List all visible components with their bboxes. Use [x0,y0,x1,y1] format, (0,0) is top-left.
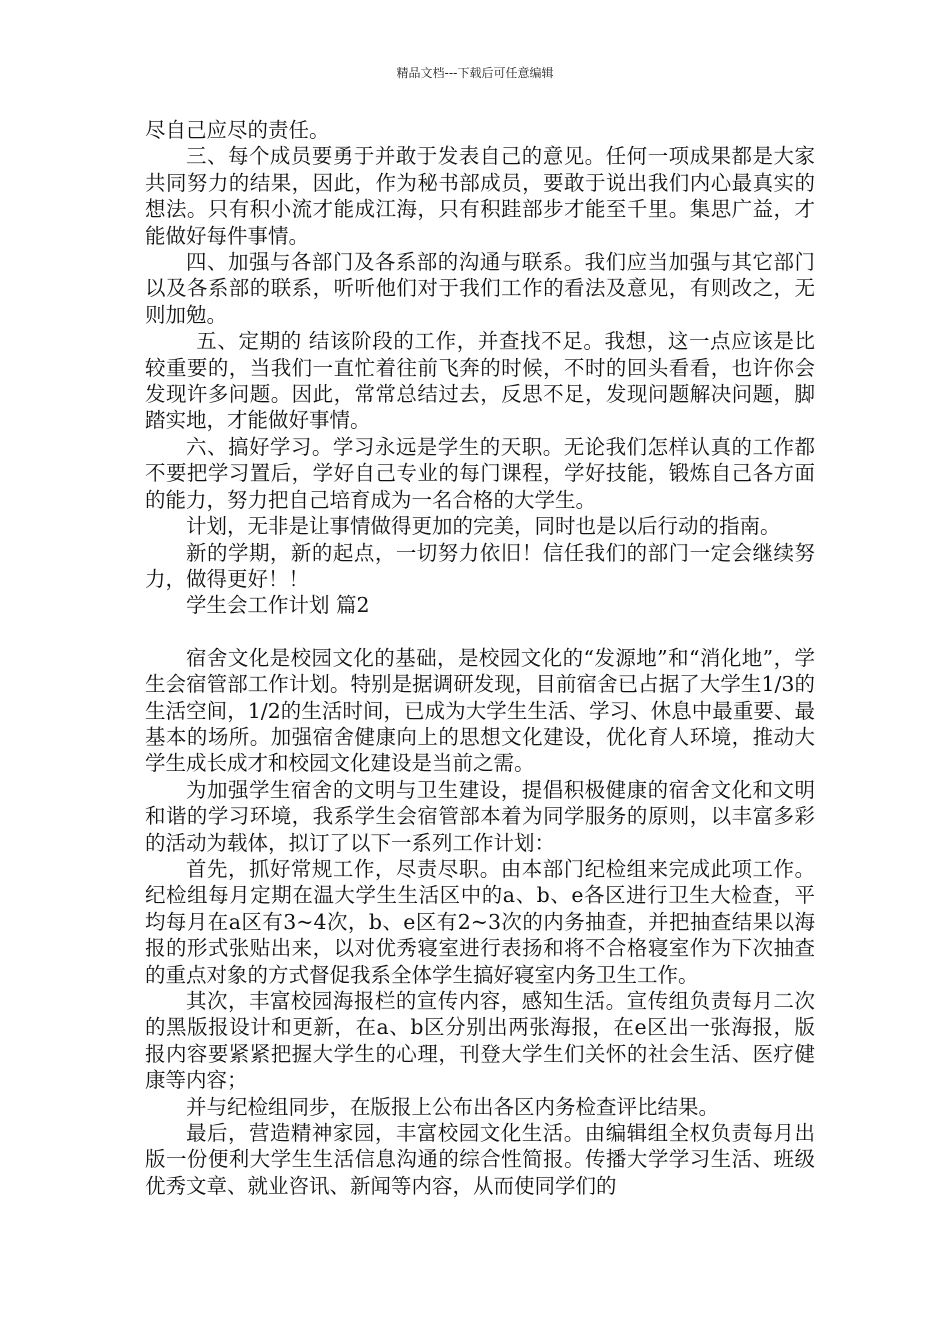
paragraph: 为加强学生宿舍的文明与卫生建设，提倡积极健康的宿舍文化和文明和谐的学习环境，我系学生会宿管部本着为同学服务的原则，以丰富多彩的活动为载体，拟订了以下一系列工作计划： [145,777,815,855]
paragraph: 其次，丰富校园海报栏的宣传内容，感知生活。宣传组负责每月二次的黑版报设计和更新，在a、b区分别出两张海报，在e区出一张海报，版报内容要紧紧把握大学生的心理，刊登大学生们关怀的社会生活、医疗健康等内容； [145,989,815,1093]
paragraph: 新的学期，新的起点，一切努力依旧！信任我们的部门一定会继续努力，做得更好！！ [145,540,815,591]
page-header: 精品文档---下载后可任意编辑 [396,66,554,80]
paragraph: 最后，营造精神家园，丰富校园文化生活。由编辑组全权负责每月出版一份便利大学生生活信息沟通的综合性简报。传播大学学习生活、班级优秀文章、就业咨讯、新闻等内容，从而使同学们的 [145,1121,815,1198]
blank-line [145,619,815,645]
section-heading: 学生会工作计划 篇2 [186,593,370,618]
paragraph: 三、每个成员要勇于并敢于发表自己的意见。任何一项成果都是大家共同努力的结果，因此，作为秘书部成员，要敢于说出我们内心最真实的想法。只有积小流才能成江海，只有积跬部步才能至千里。集思广益，才能做好每件事情。 [145,144,815,248]
paragraph: 计划，无非是让事情做得更加的完美，同时也是以后行动的指南。 [186,514,781,539]
paragraph: 并与纪检组同步，在版报上公布出各区内务检查评比结果。 [186,1094,719,1119]
paragraph: 宿舍文化是校园文化的基础，是校园文化的“发源地”和“消化地”，学生会宿管部工作计划。特别是据调研发现，目前宿舍已占据了大学生1/3的生活空间，1/2的生活时间，已成为大学生生活、学习、休息中最重要、最基本的场所。加强宿舍健康向上的思想文化建设，优化育人环境，推动大学生成长成才和校园文化建设是当前之需。 [145,645,815,776]
paragraph: 尽自己应尽的责任。 [145,118,330,142]
paragraph: 四、加强与各部门及各系部的沟通与联系。我们应当加强与其它部门以及各系部的联系，听听他们对于我们工作的看法及意见，有则改之，无则加勉。 [145,250,815,327]
paragraph: 六、搞好学习。学习永远是学生的天职。无论我们怎样认真的工作都不要把学习置后，学好自己专业的每门课程，学好技能，锻炼自己各方面的能力，努力把自己培育成为一名合格的大学生。 [145,434,815,512]
paragraph: 首先，抓好常规工作，尽责尽职。由本部门纪检组来完成此项工作。纪检组每月定期在温大学生生活区中的a、b、e各区进行卫生大检查，平均每月在a区有3~4次，b、e区有2~3次的内务抽查，并把抽查结果以海报的形式张贴出来，以对优秀寝室进行表扬和将不合格寝室作为下次抽查的重点对象的方式督促我系全体学生搞好寝室内务卫生工作。 [145,856,815,987]
document-body [145,117,815,1199]
paragraph: 五、定期的 结该阶段的工作，并查找不足。我想，这一点应该是比较重要的，当我们一直忙着往前飞奔的时候，不时的回头看看，也许你会发现许多问题。因此，常常总结过去，反思不足，发现问题解决问题，脚踏实地，才能做好事情。 [145,329,815,433]
